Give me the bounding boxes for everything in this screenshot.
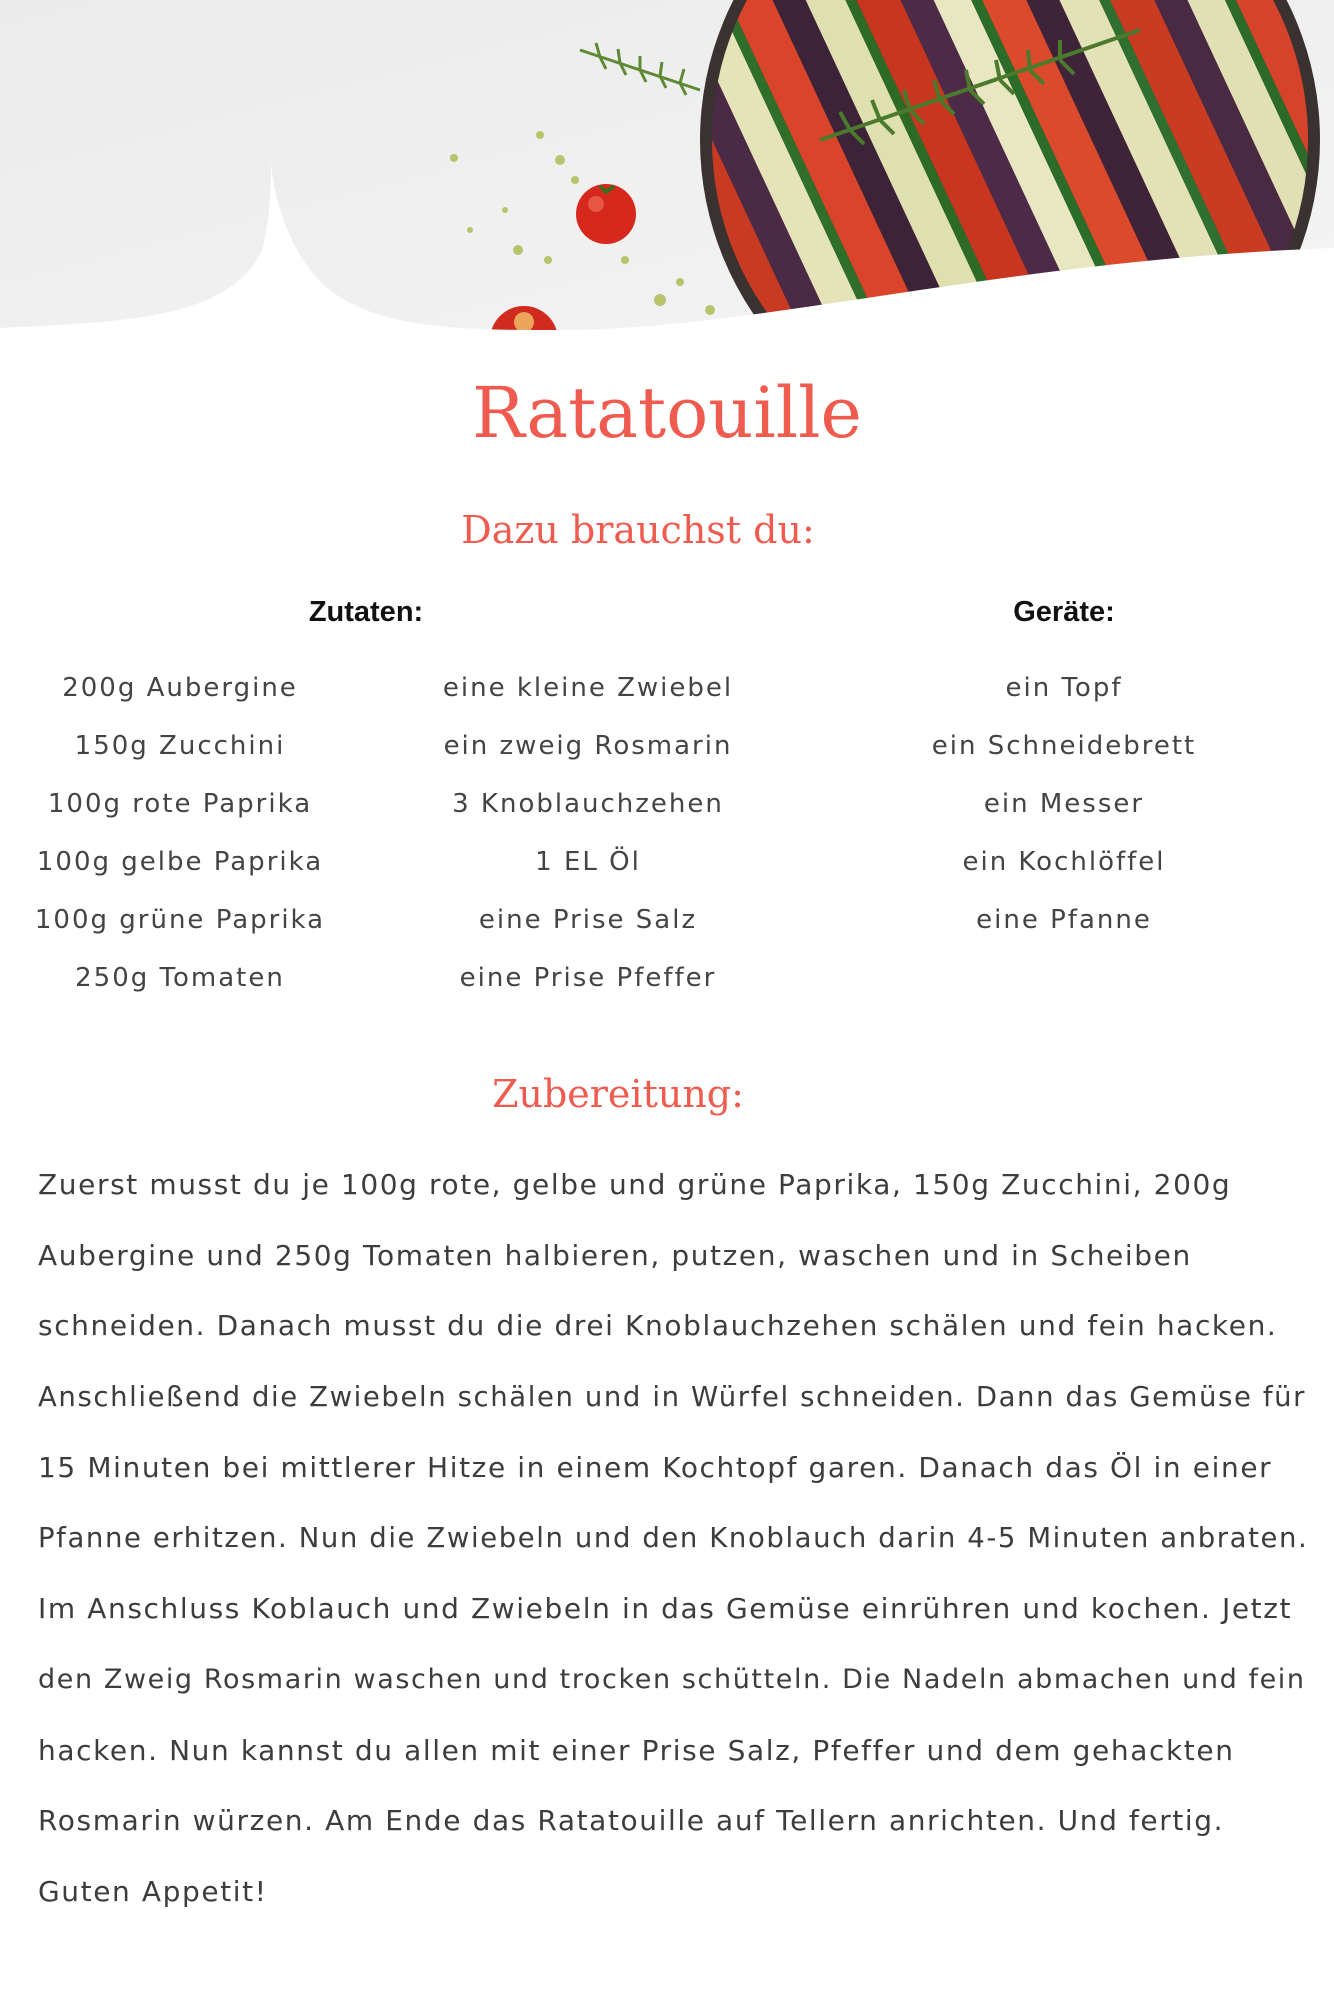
preparation-line: den Zweig Rosmarin waschen und trocken schütteln. Die Nadeln abmachen und fein — [38, 1663, 1306, 1695]
ingredients-list-1 — [0, 666, 360, 1014]
preparation-line: Guten Appetit! — [38, 1874, 268, 1908]
tools-heading: Geräte: — [1013, 596, 1115, 628]
list-item: 3 Knoblauchzehen — [452, 789, 724, 819]
list-item: eine kleine Zwiebel — [442, 673, 734, 703]
list-item: eine Pfanne — [976, 905, 1152, 935]
list-item: ein zweig Rosmarin — [443, 731, 733, 761]
list-item: 150g Zucchini — [74, 731, 286, 761]
list-item: 250g Tomaten — [75, 963, 285, 993]
ingredients-list-2 — [408, 666, 768, 1014]
list-item: ein Kochlöffel — [962, 847, 1166, 877]
preparation-line: Aubergine und 250g Tomaten halbieren, putzen, waschen und in Scheiben — [38, 1238, 1192, 1272]
section-subtitle-needs: Dazu brauchst du: — [461, 508, 815, 552]
list-item: 100g rote Paprika — [47, 789, 313, 819]
preparation-line: Pfanne erhitzen. Nun die Zwiebeln und den Knoblauch darin 4-5 Minuten anbraten. — [38, 1522, 1309, 1555]
tools-list — [884, 666, 1244, 956]
list-item: 100g gelbe Paprika — [36, 847, 324, 877]
preparation-line: Rosmarin würzen. Am Ende das Ratatouille auf Tellern anrichten. Und fertig. — [38, 1804, 1225, 1838]
cherry-tomato-icon — [576, 184, 636, 244]
list-item: eine Prise Salz — [478, 905, 698, 935]
list-item: eine Prise Pfeffer — [459, 963, 717, 993]
page-title: Ratatouille — [472, 372, 862, 454]
list-item: 1 EL Öl — [535, 847, 641, 877]
preparation-heading: Zubereitung: — [492, 1072, 744, 1116]
ingredients-heading: Zutaten: — [308, 596, 424, 628]
preparation-line: hacken. Nun kannst du allen mit einer Prise Salz, Pfeffer und dem gehackten — [38, 1733, 1235, 1767]
list-item: 200g Aubergine — [62, 673, 298, 703]
list-item: 100g grüne Paprika — [34, 905, 326, 935]
preparation-line: Anschließend die Zwiebeln schälen und in Würfel schneiden. Dann das Gemüse für — [38, 1381, 1307, 1414]
preparation-text — [38, 1150, 1308, 1928]
preparation-line: schneiden. Danach musst du die drei Knoblauchzehen schälen und fein hacken. — [38, 1309, 1278, 1343]
list-item: ein Topf — [1005, 673, 1123, 703]
list-item: ein Messer — [983, 789, 1145, 819]
preparation-line: Zuerst musst du je 100g rote, gelbe und grüne Paprika, 150g Zucchini, 200g — [38, 1168, 1232, 1201]
list-item: ein Schneidebrett — [931, 731, 1197, 761]
preparation-line: 15 Minuten bei mittlerer Hitze in einem Kochtopf garen. Danach das Öl in einer — [38, 1450, 1273, 1484]
preparation-line: Im Anschluss Koblauch und Zwiebeln in das Gemüse einrühren und kochen. Jetzt — [38, 1592, 1293, 1626]
hero-image — [0, 0, 1334, 340]
